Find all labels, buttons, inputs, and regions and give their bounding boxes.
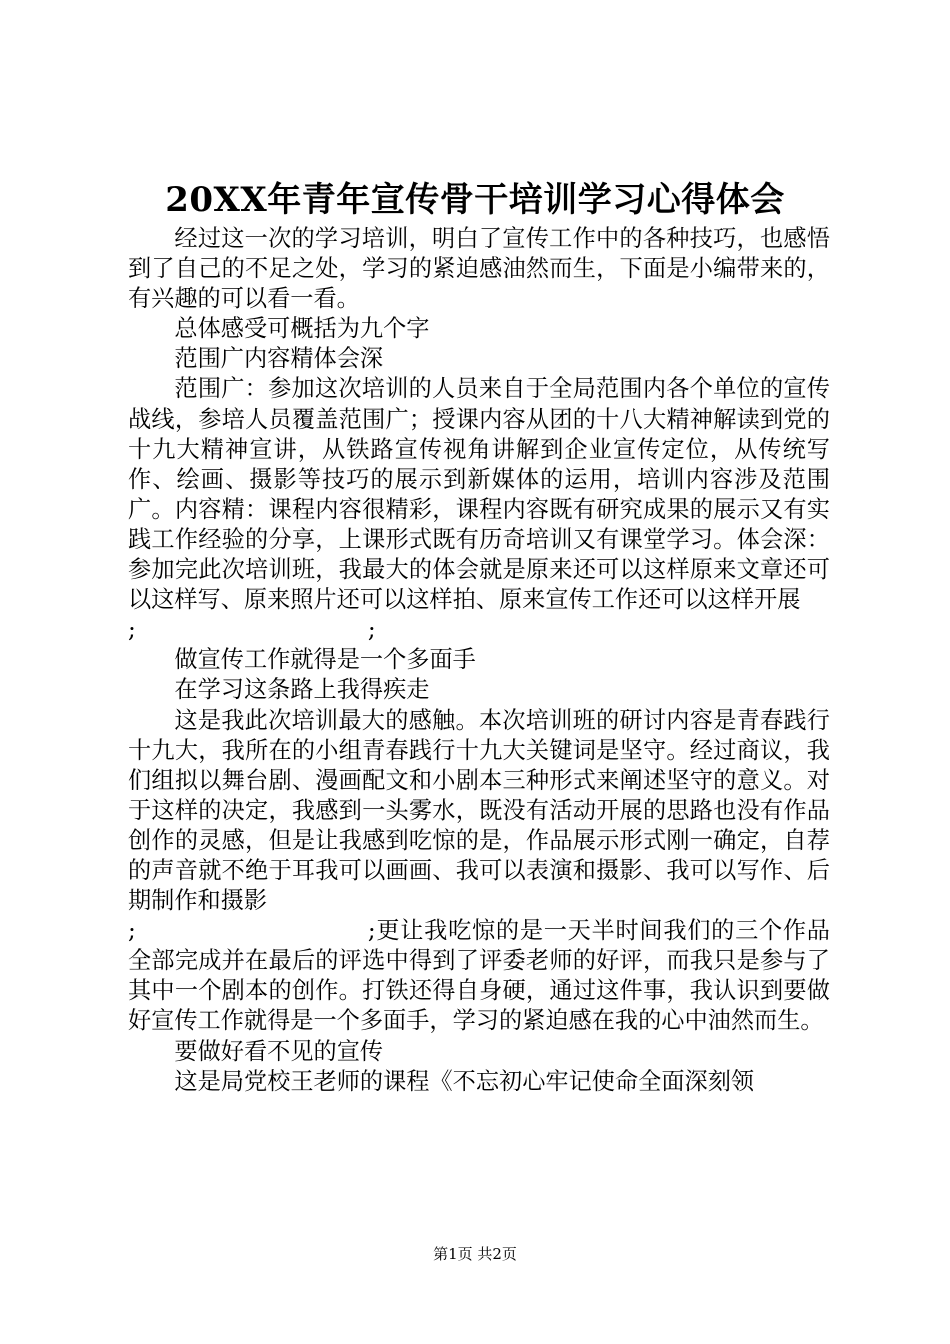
paragraph-course: 这是局党校王老师的课程《不忘初心牢记使命全面深刻领	[174, 1067, 755, 1095]
paragraph-feeling-text: 这是我此次培训最大的感触。本次培训班的研讨内容是青春践行十九大，我所在的小组青春践行十九大关键词是坚守。经过商议，我们组拟以舞台剧、漫画配文和小剧本三种形式来阐述坚守的意义。对于这样的决定，我感到一头雾水，既没有活动开展的思路也没有作品创作的灵感，但是让我感到吃惊的是，作品展示形式刚一确定，自荐的声音就不绝于耳我可以画画、我可以表演和摄影、我可以写作、后期制作和摄影	[128, 706, 830, 915]
semicolon-1: ;	[128, 616, 136, 644]
paragraph-intro: 经过这一次的学习培训，明白了宣传工作中的各种技巧，也感悟到了自己的不足之处，学习的紧迫感油然而生，下面是小编带来的，有兴趣的可以看一看。	[128, 225, 830, 313]
page-footer: 第1页 共2页	[433, 1245, 517, 1263]
semicolon-2: ;	[367, 616, 376, 644]
paragraph-invisible-heading: 要做好看不见的宣传	[174, 1037, 384, 1065]
paragraph-summary-heading: 总体感受可概括为九个字	[174, 315, 430, 343]
paragraph-scope-text: 范围广：参加这次培训的人员来自于全局范围内各个单位的宣传战线，参培人员覆盖范围广；授课内容从团的十八大精神解读到党的十九大精神宣讲，从铁路宣传视角讲解到企业宣传定位，从传统写作、绘画、摄影等技巧的展示到新媒体的运用，培训内容涉及范围广。内容精：课程内容很精彩，课程内容既有研究成果的展示又有实践工作经验的分享，上课形式既有历奇培训又有课堂学习。体会深：参加完此次培训班，我最大的体会就是原来还可以这样原来文章还可以这样写、原来照片还可以这样拍、原来宣传工作还可以这样开展	[128, 375, 830, 614]
semicolon-4: ;	[367, 917, 376, 945]
semicolon-line-2	[128, 916, 830, 1036]
paragraph-surprise-text: 更让我吃惊的是一天半时间我们的三个作品全部完成并在最后的评选中得到了评委老师的好评，而我只是参与了其中一个剧本的创作。打铁还得自身硬，通过这件事，我认识到要做好宣传工作就得是一个多面手，学习的紧迫感在我的心中油然而生。	[128, 917, 830, 1035]
paragraph-learning-heading: 在学习这条路上我得疾走	[174, 676, 430, 704]
paragraph-multiskill-heading: 做宣传工作就得是一个多面手	[174, 646, 476, 674]
paragraph-scope	[128, 374, 830, 645]
semicolon-line-1	[128, 615, 830, 645]
semicolon-3: ;	[128, 917, 136, 945]
document-body	[128, 224, 830, 1097]
paragraph-biggest-feeling	[128, 706, 830, 1037]
paragraph-nine-characters: 范围广内容精体会深	[174, 345, 384, 373]
document-title: 20XX年青年宣传骨干培训学习心得体会	[165, 180, 785, 220]
